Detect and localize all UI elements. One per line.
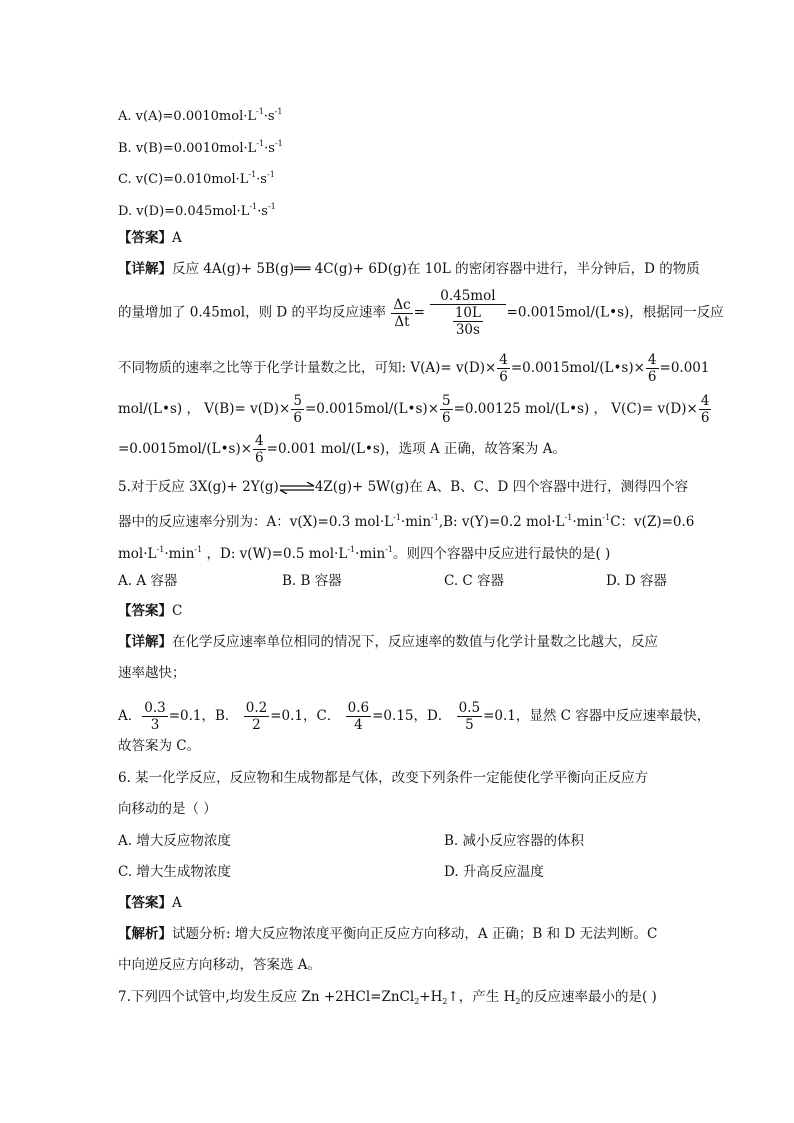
q5-detail-line1: 【详解】在化学反应速率单位相同的情况下，反应速率的数值与化学计量数之比越大，反应: [118, 634, 658, 650]
q5-calc-line: A． $\frac{0.3}{3}$ =0.1，B． $\frac{0.2}{2}$ =0.1，C． $\frac{0.6}{4}$ =0.15，D． $\frac{0.5}{5}$ =0.1，显然 C 容器中反应速率最快，: [118, 700, 711, 733]
q4-answer: 【答案】A: [118, 230, 182, 246]
q4-detail-line3: 不同物质的速率之比等于化学计量数之比，可知: V(A)= v(D)× $\frac{4}{6}$ =0.0015mol/(L•s)× $\frac{4}{6}$ =0.001: [118, 352, 710, 385]
reversible-arrow-icon: [279, 482, 315, 494]
delta-c-over-delta-t: $\frac{\Delta c}{\Delta t}$: [393, 296, 411, 330]
q5-option-d: D. D 容器: [606, 573, 668, 589]
q5-option-a: A. A 容器: [118, 573, 178, 589]
q6-stem-line2: 向移动的是（ ）: [118, 801, 217, 817]
q6-option-b: B. 减小反应容器的体积: [444, 833, 585, 849]
q4-option-c: C. $v(C)=0.010mol\cdot L^{-1}\cdot s^{-1}$: [118, 170, 275, 187]
q4-detail-line2: 的量增加了 0.45mol，则 D 的平均反应速率 $\frac{\Delta c}{\Delta t}$ = $\frac{\text{0.45mol}}{\frac{10L}{30s}}$ =0.0015mol/(L•s)，根据同一反应: [118, 288, 724, 338]
q6-analysis-line1: 【解析】试题分析: 增大反应物浓度平衡向正反应方向移动，A 正确；B 和 D 无法判断。C: [118, 926, 658, 942]
q6-option-d: D. 升高反应温度: [444, 864, 544, 880]
q6-answer: 【答案】A: [118, 895, 182, 911]
q5-option-c: C. C 容器: [444, 573, 505, 589]
q6-analysis-line2: 中向逆反应方向移动，答案选 A。: [118, 957, 322, 973]
q4-option-d: D. $v(D)=0.045mol\cdot L^{-1}\cdot s^{-1}$: [118, 202, 276, 219]
q4-detail-line5: =0.0015mol/(L•s)× $\frac{4}{6}$ =0.001 mol/(L•s)，选项 A 正确，故答案为 A。: [118, 433, 566, 466]
q4-option-a: A. $v(A)=0.0010mol\cdot L^{-1}\cdot s^{-1}$: [118, 107, 283, 124]
q6-option-c: C. 增大生成物浓度: [118, 864, 231, 880]
q5-answer: 【答案】C: [118, 603, 183, 619]
q5-stem-line3: $mol\cdot L^{-1}\cdot\min^{-1}$ ，D: v(W)=0.5 $mol\cdot L^{-1}\cdot\min^{-1}$。则四个容器中反应进行最快的是( ): [118, 545, 611, 562]
q4-detail-line1: 【详解】反应 4A(g)+ 5B(g)══ 4C(g)+ 6D(g)在 10L 的密闭容器中进行，半分钟后，D 的物质: [118, 261, 700, 277]
q4-detail-line4: mol/(L•s) ， V(B)= v(D)× $\frac{5}{6}$ =0.0015mol/(L•s)× $\frac{5}{6}$ =0.00125 mol/(L•s) ， V(C)= v(D)× $\frac{4}{6}$: [118, 393, 710, 426]
rate-compound-fraction: $\frac{\text{0.45mol}}{\frac{10L}{30s}}$: [430, 288, 505, 338]
q7-stem: 7.下列四个试管中,均发生反应 $Zn +2HCl=ZnCl_2+H_2↑$，产生 $H_2$的反应速率最小的是( ): [118, 989, 657, 1006]
q4-option-b: B. $v(B)=0.0010mol\cdot L^{-1}\cdot s^{-1}$: [118, 139, 283, 156]
q6-option-a: A. 增大反应物浓度: [118, 833, 231, 849]
q6-stem-line1: 6. 某一化学反应，反应物和生成物都是气体，改变下列条件一定能使化学平衡向正反应方: [118, 770, 649, 786]
q5-detail-line2: 速率越快；: [118, 665, 186, 681]
q5-option-b: B. B 容器: [282, 573, 342, 589]
q5-conclusion: 故答案为 C。: [118, 738, 201, 754]
q5-stem-line1: 5.对于反应 3X(g)+ 2Y(g) 4Z(g)+ 5W(g)在 A、B、C、D 四个容器中进行，测得四个容: [118, 479, 689, 495]
q5-stem-line2: 器中的反应速率分别为：A：v(X)=0.3 $mol\cdot L^{-1}\cdot\min^{-1},B$: v(Y)=0.2 $mol\cdot L^{-1}\cdot\min^{-1}C$：v(Z)=0.6: [118, 513, 695, 530]
